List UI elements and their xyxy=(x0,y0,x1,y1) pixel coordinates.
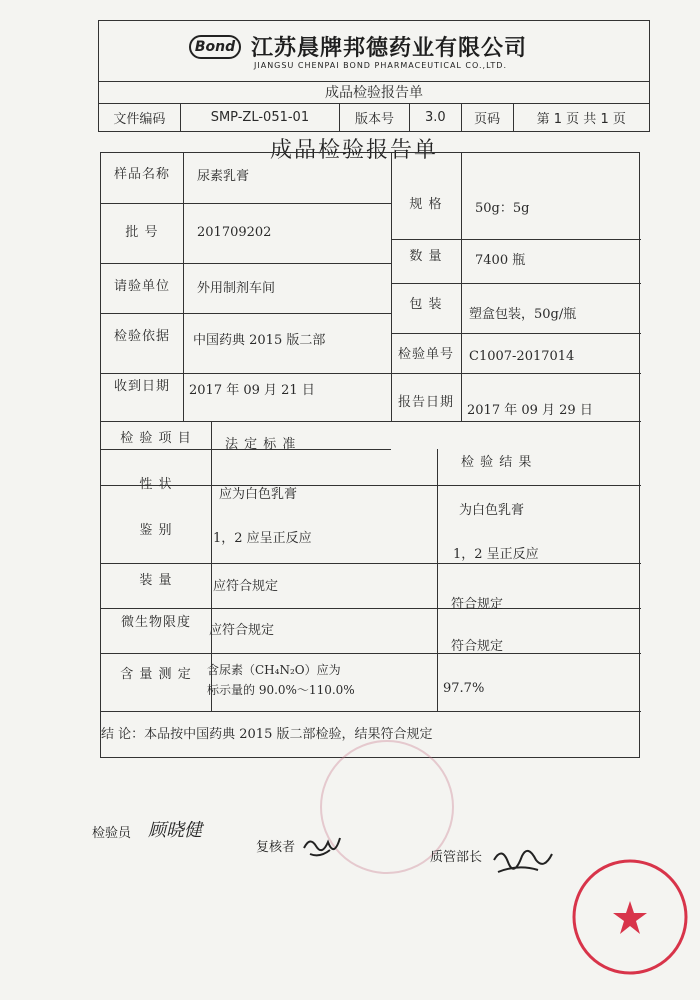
inspector-signature: 顾晓健 xyxy=(148,820,202,841)
basis-label: 检验依据 xyxy=(113,329,170,344)
test-item: 鉴 别 xyxy=(139,523,173,538)
test-no-value: C1007-2017014 xyxy=(469,349,575,364)
packaging-label: 包 装 xyxy=(409,297,443,312)
page-title: 成品检验报告单 xyxy=(270,138,439,163)
batch-label: 批 号 xyxy=(125,225,159,240)
requester-label: 请验单位 xyxy=(113,279,170,294)
test-result: 符合规定 xyxy=(451,639,504,654)
red-seal-stamp xyxy=(568,855,692,979)
reviewer-label: 复核者 xyxy=(256,840,296,855)
sample-name-label: 样品名称 xyxy=(113,167,170,182)
requester-value: 外用制剂车间 xyxy=(197,281,276,296)
test-standard-line1: 含尿素（CH₄N₂O）应为 xyxy=(207,663,341,677)
document-header xyxy=(98,20,650,132)
basis-value: 中国药典 2015 版二部 xyxy=(193,333,326,348)
test-item: 含 量 测 定 xyxy=(120,667,192,682)
company-name-cn: 江苏晨牌邦德药业有限公司 xyxy=(251,36,528,61)
test-item: 装 量 xyxy=(139,573,173,588)
col-item-header: 检 验 项 目 xyxy=(120,431,192,446)
conclusion: 结 论：本品按中国药典 2015 版二部检验，结果符合规定 xyxy=(101,727,433,742)
batch-value: 201709202 xyxy=(197,225,272,240)
test-standard: 应为白色乳膏 xyxy=(219,487,298,502)
page-value: 第 1 页 共 1 页 xyxy=(536,112,626,127)
test-standard: 应符合规定 xyxy=(213,579,279,594)
test-standard: 应符合规定 xyxy=(209,623,275,638)
test-result: 97.7% xyxy=(443,681,485,696)
test-item: 性 状 xyxy=(139,477,173,492)
packaging-value: 塑盒包装，50g/瓶 xyxy=(469,307,577,322)
spec-value: 50g：5g xyxy=(475,201,530,216)
file-code-label: 文件编码 xyxy=(99,104,181,131)
version-label: 版本号 xyxy=(340,104,410,131)
company-logo: Bond xyxy=(189,35,241,59)
version-value: 3.0 xyxy=(410,104,462,131)
reviewer-signature xyxy=(300,828,344,864)
col-result-header: 检 验 结 果 xyxy=(461,455,533,470)
report-date-value: 2017 年 09 月 29 日 xyxy=(467,403,593,418)
report-date-label: 报告日期 xyxy=(397,395,454,410)
test-standard: 1，2 应呈正反应 xyxy=(213,531,312,546)
received-label: 收到日期 xyxy=(113,379,170,394)
test-standard-line2: 标示量的 90.0%～110.0% xyxy=(207,683,355,697)
col-standard-header: 法 定 标 准 xyxy=(225,437,297,452)
manager-signature xyxy=(488,836,558,882)
test-result: 1，2 呈正反应 xyxy=(453,547,539,562)
quantity-label: 数 量 xyxy=(409,249,443,264)
manager-label: 质管部长 xyxy=(430,850,483,865)
received-value: 2017 年 09 月 21 日 xyxy=(189,383,315,398)
test-no-label: 检验单号 xyxy=(397,347,454,362)
document-control-row xyxy=(98,104,650,132)
form-title: 成品检验报告单 xyxy=(98,82,650,104)
test-item: 微生物限度 xyxy=(120,615,191,630)
test-result: 符合规定 xyxy=(451,597,504,612)
page-label: 页码 xyxy=(462,104,514,131)
inspector-label: 检验员 xyxy=(92,826,132,841)
file-code-value: SMP-ZL-051-01 xyxy=(181,104,340,131)
company-banner xyxy=(98,20,650,82)
quantity-value: 7400 瓶 xyxy=(475,253,526,268)
inspection-report-table xyxy=(100,152,640,758)
company-name-en: JIANGSU CHENPAI BOND PHARMACEUTICAL CO.,LTD. xyxy=(254,61,508,70)
test-result: 为白色乳膏 xyxy=(459,503,525,518)
sample-name-value: 尿素乳膏 xyxy=(197,169,250,184)
spec-label: 规 格 xyxy=(409,197,443,212)
